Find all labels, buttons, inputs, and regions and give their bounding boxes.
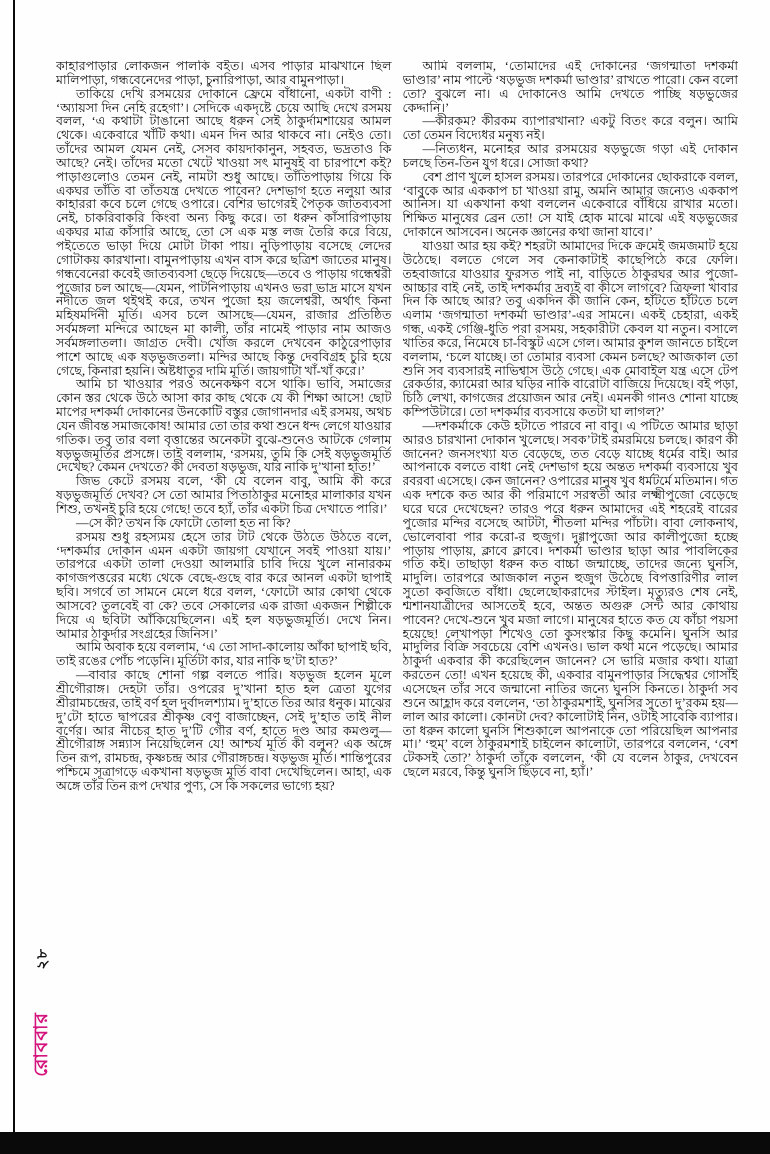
paragraph: তাকিয়ে দেখি রসময়ের দোকানে ফ্রেমে বাঁধানো, একটা বাণী : ‘অ্যায়সা দিন নেহি রহেগা’। সেদিকে একদৃষ্টে চেয়ে আছি দেখে রসময় বলল, ‘এ কথাটা টাঙানো আছে ধরুন সেই ঠাকুর্দামশায়ের আমল থেকে। একেবারে খাঁটি কথা। এমন দিন আর থাকবে না। নেইও তো। তাঁদের আমল যেমন নেই, সেসব কায়দাকানুন, সহবত, ভদ্রতাও কি আছে? নেই। তাঁদের মতো খেটে খাওয়া সৎ মানুষই বা চারপাশে কই? পাড়াগুলোও তেমন নেই, নামটা শুধু আছে। তাঁতিপাড়ায় গিয়ে কি একঘর তাঁতি বা তাঁতযন্ত্র দেখতে পাবেন? দেশভাগ হতে নলুয়া আর কাহাররা কবে চলে গেছে ওপারে। বেশির ভাগেরই পৈতৃক জাতব্যবসা নেই, চাকরিবাকরি কিংবা অন্য কিছু করে। তা ধরুন কাঁসারিপাড়ায় একঘর মাত্র কাঁসারি আছে, তো সে এক মস্ত লজ তৈরি করে বিয়ে, পইতেতে ভাড়া দিয়ে মোটা টাকা পায়। নুড়িপাড়ায় বসেছে লেদের গোটাকয় কারখানা। বামুনপাড়ায় এখন বাস করে ছত্রিশ জাতের মানুষ। গন্ধবেনেরা কবেই জাতব্যবসা ছেড়ে দিয়েছে—তবে ও পাড়ায় গন্ধেশ্বরী পুজোর চল আছে—যেমন, পাটনিপাড়ায় এখনও ভরা ভাদ্র মাসে যখন নদীতে জল থইথই করে, তখন পুজো হয় জলেশ্বরী, অর্থাৎ কিনা মহিষমর্দিনী মূর্তি। এসব চলে আসছে—যেমন, রাজার প্রতিষ্ঠিত সর্বমঙ্গলা মন্দিরে আছেন মা কালী, তাঁর নামেই পাড়ার নাম আজও সর্বমঙ্গলাতলা। জাগ্রত দেবী। খোঁজ করলে দেখবেন কাঠুরেপাড়ার পাশে আছে এক ষড়ভুজতলা। মন্দির আছে কিন্তু দেববিগ্রহ চুরি হয়ে গেছে, কিনারা হয়নি। অষ্টধাতুর দামি মূর্তি। জায়গাটা খাঁ-খাঁ করে।’: [56, 86, 392, 378]
publication-title: রোববার: [31, 1012, 52, 1077]
page-edge-left-rule: [13, 0, 15, 1132]
paragraph: —বাবার কাছে শোনা গল্প বলতে পারি। ষড়ভুজ হলেন মূলে শ্রীগৌরাঙ্গ। দেহটা তাঁর। ওপরের দু’খানা হাত হল ত্রেতা যুগের শ্রীরামচন্দ্রের, তাই বর্ণ হল দুর্বাদলশ্যাম। দু’হাতে তির আর ধনুক। মাঝের দু’টো হাতে দ্বাপরের শ্রীকৃষ্ণ বেণু বাজাচ্ছেন, সেই দু’হাত তাই নীল বর্ণের। আর নীচের হাত দু’টি গৌর বর্ণ, হাতে দণ্ড আর কমণ্ডলু—শ্রীগৌরাঙ্গ সন্ন্যাস নিয়েছিলেন যে! আশ্চর্য মূর্তি কী বলুন? এক অঙ্গে তিন রূপ, রামচন্দ্র, কৃষ্ণচন্দ্র আর গৌরাঙ্গচন্দ্র। ষড়ভুজ মূর্তি। শান্তিপুরের পশ্চিমে সূত্রাগড়ে একখানা ষড়ভুজ মূর্তি বাবা দেখেছিলেন। আহা, এক অঙ্গে তাঁর তিন রূপ দেখার পুণ্য, সে কি সকলের ভাগ্যে হয়?: [56, 668, 392, 793]
paragraph: —নিত্যধন, মনোহর আর রসময়ের ষড়ভুজে গড়া এই দোকান চলছে তিন-তিন যুগ ধরে। সোজা কথা?: [402, 142, 738, 170]
paragraph: যাওয়া আর হয় কই? শহরটা আমাদের দিকে ক্রমেই জমজমাট হয়ে উঠেছে। বলতে গেলে সব কেনাকাটাই কাছেপিঠে করে ফেলি। তহবাজারে যাওয়ার ফুরসত পাই না, বাড়িতে ঠাকুরঘর আর পুজো-আচ্চার বাই নেই, তাই দশকর্মার দ্রব্যই বা কীসে লাগবে? ত্রিফলা খাবার দিন কি আছে আর? তবু একদিন কী জানি কেন, হাঁটতে হাঁটতে চলে এলাম ‘জগন্মাতা দশকর্মা ভাণ্ডার’-এর সামনে। একই চেহারা, একই গন্ধ, একই গেঞ্জি-ধুতি পরা রসময়, সহকারীটা কেবল যা নতুন। বসালে খাতির করে, নিমেষে চা-বিস্কুট এসে গেল। আমার কুশল জানতে চাইলে বললাম, ‘চলে যাচ্ছে। তা তোমার ব্যবসা কেমন চলছে? আজকাল তো শুনি সব ব্যবসারই নাভিশ্বাস উঠে গেছে। এক মোবাইল যন্ত্র এসে টেপ রেকর্ডার, ক্যামেরা আর ঘড়ির নাকি বারোটা বাজিয়ে দিয়েছে। বই পড়া, চিঠি লেখা, কাগজের প্রয়োজন আর নেই। এমনকী গানও শোনা যাচ্ছে কম্পিউটারে। তো দশকর্মার ব্যবসায়ে কতটা ঘা লাগল?’: [402, 238, 738, 420]
text-body: [56, 60, 738, 1110]
paragraph: আমি চা খাওয়ার পরও অনেকক্ষণ বসে থাকি। ভাবি, সমাজের কোন স্তর থেকে উঠে আসা কার কাছ থেকে যে কী শিক্ষা আসে! ছোট মাপের দশকর্মা দোকানের উনকোটি বস্তুর জোগানদার এই রসময়, অথচ যেন জীবন্ত সমাজকোষ! আমার তো তার কথা শুনে ধন্দ লেগে যাওয়ার গতিক। তবু তার বলা বৃত্তান্তের অনেকটা বুঝে-শুনেও আটকে গেলাম ষড়ভুজমূর্তির প্রসঙ্গে। তাই বললাম, ‘রসময়, তুমি কি সেই ষড়ভুজমূর্তি দেখেছ? কেমন দেখতে? কী দেবতা ষড়ভুজ, যার নাকি দু’খানা হাত!’: [56, 377, 392, 475]
left-column: [56, 60, 392, 1110]
right-column: [403, 60, 739, 1110]
paragraph: বেশ প্রাণ খুলে হাসল রসময়। তারপরে দোকানের ছোকরাকে বলল, ‘বাবুকে আর এককাপ চা খাওয়া রামু, অমনি আমার জন্যেও এককাপ আনিস। যা একখানা কথা বললেন একেবারে বাঁধিয়ে রাখার মতো। শিক্ষিত মানুষের ব্রেন তো! সে যাই হোক মাঝে মাঝে এই ষড়ভুজের দোকানে আসবেন। অনেক জ্ঞানের কথা জানা যাবে।’: [402, 169, 738, 240]
paragraph: জিভ কেটে রসময় বলে, ‘কী যে বলেন বাবু, আমি কী করে ষড়ভুজমূর্তি দেখব? সে তো আমার পিতাঠাকুর মনোহর মালাকার যখন শিশু, তখনই চুরি হয়ে গেছে! তবে হ্যাঁ, তাঁর একটা চিত্র দেখাতে পারি।’: [56, 474, 392, 516]
paragraph: রসময় শুধু রহস্যময় হেসে তার টাট থেকে উঠতে উঠতে বলে, ‘দশকর্মার দোকান এমন একটা জায়গা যেখানে সবই পাওয়া যায়।’ তারপরে একটা তালা দেওয়া আলমারি চাবি দিয়ে খুলে নানারকম কাগজপত্তরের মধ্যে থেকে বেছে-গুছে বার করে আনল একটা ছাপাই ছবি। সগর্বে তা সামনে মেলে ধরে বলল, ‘ফোটো আর কোথা থেকে আসবে? তুলবেই বা কে? তবে সেকালের এক রাজা একজন শিল্পীকে দিয়ে এ ছবিটা আঁকিয়েছিলেন। এই হল ষড়ভুজমূর্তি। দেখে নিন। আমার ঠাকুর্দার সংগ্রহের জিনিস।’: [56, 529, 392, 641]
page-edge-bottom-bar: [0, 1132, 770, 1154]
paragraph: —কীরকম? কীরকম ব্যাপারখানা? একটু বিতং করে বলুন। আমি তো তেমন বিদ্যেধর মনুষ্য নই।: [402, 114, 738, 143]
paragraph: আমি অবাক হয়ে বললাম, ‘এ তো সাদা-কালোয় আঁকা ছাপাই ছবি, তাই রঙের পোঁচ পড়েনি। মূর্তিটা কার, যার নাকি ছ’টা হাত?’: [56, 640, 392, 669]
paragraph: —সে কী? তখন কি ফোটো তোলা হত না কি?: [76, 515, 291, 530]
page-number: ২৮: [35, 948, 51, 970]
paragraph: কাহারপাড়ার লোকজন পালকি বইত। এসব পাড়ার মাঝখানে ছিল মালিপাড়া, গন্ধবেনেদের পাড়া, চুনারিপাড়া, আর বামুনপাড়া।: [56, 60, 392, 87]
paragraph: —দশকর্মাকে কেউ হটাতে পারবে না বাবু। এ পটিতে আমার ছাড়া আরও চারখানা দোকান খুলেছে। সবক’টাই রমরমিয়ে চলছে। কারণ কী জানেন? জনসংখ্যা যত বেড়েছে, তত বেড়ে যাচ্ছে ধর্মের বাই। আর আপনাকে বলতে বাধা নেই দেশভাগ হয়ে অন্তত দশকর্মা ব্যবসায়ে খুব রবরবা এসেছে। কেন জানেন? ওপারের মানুষ খুব ধর্মটর্মে মতিমান। গত এক দশকে কত আর কী পরিমাণে সরস্বতী আর লক্ষ্মীপুজো বেড়েছে ঘরে ঘরে দেখেছেন? তারও পরে ধরুন আমাদের এই শহরেই বারের পুজোর মন্দির বসেছে আটটা, শীতলা মন্দির পাঁচটা। বাবা লোকনাথ, ভোলেবাবা পার করো-র হুজুগ। দুগ্গাপুজো আর কালীপুজো হচ্ছে পাড়ায় পাড়ায়, ক্লাবে ক্লাবে। দশকর্মা ভাণ্ডার ছাড়া আর পাবলিকের গতি কই। তাছাড়া ধরুন কত বাচ্চা জন্মাচ্ছে, তাদের জন্যে ঘুনসি, মাদুলি। তারপরে আজকাল নতুন হুজুগ উঠেছে বিপত্তারিণীর লাল সুতো কবজিতে বাঁধা। ছেলেছোকরাদের স্টাইল। মৃত্যুরও শেষ নেই, শ্মশানযাত্রীদের আসতেই হবে, অন্তত অগুরু সেন্ট আর কোথায় পাবেন? দেখে-শুনে খুব মজা লাগে। মানুষের হাতে কত যে কাঁচা পয়সা হয়েছে! লেখাপড়া শিখেও তো কুসংস্কার কিছু কমেনি। ঘুনসি আর মাদুলির বিক্রি সবচেয়ে বেশি এখনও। ভাল কথা মনে পড়েছে। আমার ঠাকুর্দা একবার কী করেছিলেন জানেন? সে ভারি মজার কথা। যাত্রা করতেন তো! এখন হয়েছে কী, একবার বামুনপাড়ার সিদ্ধেশ্বর গোসাঁই এসেছেন তাঁর সবে জন্মানো নাতির জন্যে ঘুনসি কিনতে। ঠাকুর্দা সব শুনে আহ্লাদ করে বললেন, ‘তা ঠাকুরমশাই, ঘুনসির সুতো দু’রকম হয়—লাল আর কালো। কোনটা দেব? কালোটাই নিন, ওটাই সাবেকি ব্যাপার। তা ধরুন কালো ঘুনসি শিশুকালে আপনাকে তো পরিয়েছিল আপনার মা।’ ‘হুম্’ বলে ঠাকুরমশাই চাইলেন কালোটা, তারপরে বললেন, ‘বেশ টেকসই তো?’ ঠাকুর্দা তাঁকে বললেন, ‘কী যে বলেন ঠাকুর, দেখবেন ছেলে মরবে, কিন্তু ঘুনসি ছিঁড়বে না, হ্যাঁ।’: [402, 418, 738, 780]
paragraph: আমি বললাম, ‘তোমাদের এই দোকানের ‘জগন্মাতা দশকর্মা ভাণ্ডার’ নাম পাল্টে ‘ষড়ভুজ দশকর্মা ভাণ্ডার’ রাখতে পারো। কেন বলো তো? বুঝলে না। এ দোকানেও আমি দেখতে পাচ্ছি ষড়ভুজের কেদ্দানি।’: [402, 60, 738, 115]
